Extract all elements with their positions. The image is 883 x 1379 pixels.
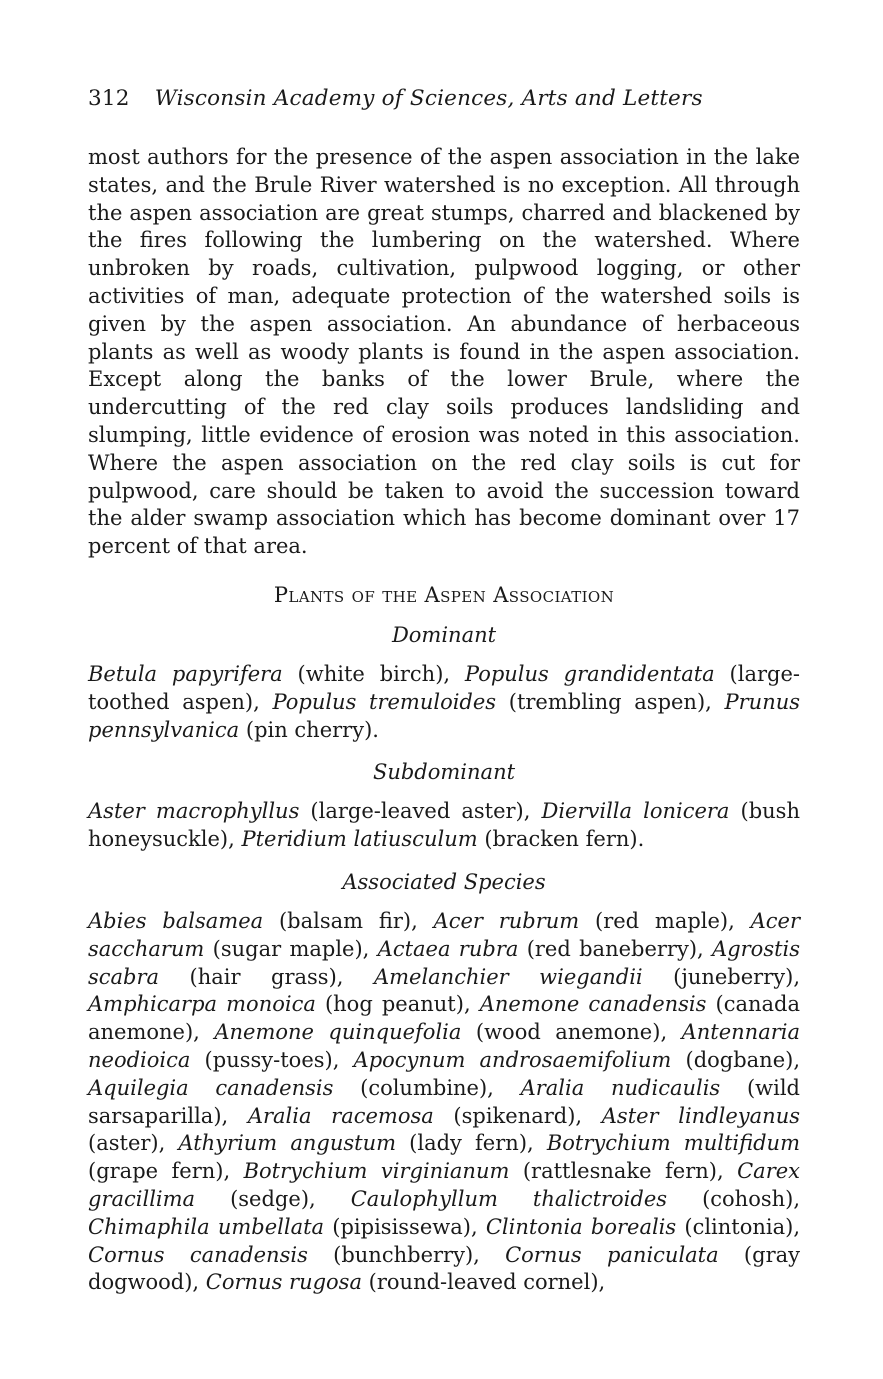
species-entry: Cornus canadensis (bunchberry),	[88, 1242, 506, 1267]
species-common-name: pin cherry	[254, 717, 365, 742]
species-common-name: canada anemone	[88, 992, 801, 1045]
species-list-associated	[88, 908, 800, 1297]
species-common-name: white birch	[305, 661, 436, 686]
species-entry: Botrychium multifidum (grape fern),	[88, 1131, 800, 1184]
species-common-name: wild sarsaparilla	[88, 1075, 800, 1128]
species-common-name: pipisissewa	[340, 1214, 463, 1239]
species-entry: Aralia nudicaulis (wild sarsaparilla),	[88, 1075, 800, 1128]
species-entry: Betula papyrifera (white birch),	[88, 661, 465, 686]
species-entry: Amelanchier wiegandii (juneberry),	[373, 964, 800, 989]
species-common-name: red baneberry	[534, 936, 689, 961]
species-scientific-name: Abies balsamea	[88, 908, 264, 933]
species-scientific-name: Aralia nudicaulis	[520, 1075, 721, 1100]
species-scientific-name: Cornus rugosa	[205, 1270, 362, 1295]
species-common-name: bracken fern	[492, 827, 630, 852]
species-entry: Aquilegia canadensis (columbine),	[88, 1075, 521, 1100]
species-scientific-name: Cornus canadensis	[88, 1242, 308, 1267]
species-common-name: large-leaved aster	[318, 799, 516, 824]
species-entry: Apocynum androsaemifolium (dogbane),	[353, 1047, 801, 1072]
species-scientific-name: Anemone canadensis	[479, 992, 707, 1017]
species-scientific-name: Cornus paniculata	[505, 1242, 719, 1267]
species-scientific-name: Carex gracillima	[88, 1159, 801, 1211]
subheading-associated-species: Associated Species	[342, 869, 546, 894]
species-scientific-name: Botrychium virginianum	[243, 1159, 510, 1184]
species-scientific-name: Chimaphila umbellata	[88, 1214, 325, 1239]
species-common-name: grape fern	[96, 1159, 216, 1184]
species-common-name: dogbane	[693, 1047, 786, 1072]
species-scientific-name: Antennaria neodioica	[88, 1020, 800, 1072]
species-scientific-name: Athyrium angustum	[178, 1131, 397, 1156]
species-entry: Acer rubrum (red maple),	[433, 908, 751, 933]
species-common-name: trembling aspen	[516, 689, 697, 714]
species-entry: Botrychium virginianum (rattlesnake fern),	[243, 1159, 738, 1184]
species-common-name: large-toothed aspen	[88, 661, 800, 714]
species-common-name: balsam fir	[287, 908, 403, 933]
running-header	[88, 84, 800, 114]
species-entry: Caulophyllum thalictroides (cohosh),	[350, 1186, 801, 1211]
species-entry: Populus tremuloides (trembling aspen),	[272, 689, 725, 714]
species-entry: Aralia racemosa (spikenard),	[247, 1103, 602, 1128]
species-scientific-name: Aralia racemosa	[247, 1103, 434, 1128]
species-scientific-name: Populus tremuloides	[272, 689, 497, 714]
species-entry: Amphicarpa monoica (hog peanut),	[88, 992, 480, 1017]
species-scientific-name: Acer saccharum	[88, 908, 800, 961]
species-scientific-name: Botrychium multifidum	[546, 1131, 800, 1156]
species-entry: Abies balsamea (balsam fir),	[88, 908, 434, 933]
species-scientific-name: Prunus pennsylvanica	[88, 689, 801, 742]
species-common-name: rattlesnake fern	[531, 1159, 709, 1184]
species-entry: Antennaria neodioica (pussy-toes),	[88, 1020, 800, 1072]
species-scientific-name: Anemone quinquefolia	[214, 1020, 462, 1045]
species-scientific-name: Clintonia borealis	[485, 1214, 677, 1239]
species-entry: Athyrium angustum (lady fern),	[178, 1131, 547, 1156]
species-common-name: round-leaved cornel	[376, 1270, 591, 1295]
species-entry: Diervilla lonicera (bush honeysuckle),	[88, 799, 800, 852]
species-entry: Cornus rugosa (round-leaved cornel),	[205, 1270, 606, 1295]
species-scientific-name: Aster lindleyanus	[601, 1103, 800, 1128]
species-entry: Anemone canadensis (canada anemone),	[88, 992, 801, 1045]
species-entry: Pteridium latiusculum (bracken fern).	[241, 827, 645, 852]
species-entry: Acer saccharum (sugar maple),	[88, 908, 800, 961]
species-scientific-name: Aquilegia canadensis	[88, 1075, 334, 1100]
page-number: 312	[88, 86, 130, 111]
species-scientific-name: Pteridium latiusculum	[241, 827, 478, 852]
species-common-name: cohosh	[710, 1186, 786, 1211]
section-heading: Plants of the Aspen Association	[273, 582, 615, 607]
species-common-name: clintonia	[692, 1214, 786, 1239]
species-entry: Cornus paniculata (gray dogwood),	[88, 1242, 800, 1295]
intro-paragraph: most authors for the presence of the aspen association in the lake states, and the Brule River watershed is no exception. All through the aspen association are great stumps, charred and blackened by the fires following the lumbering on the watershed. Where unbroken by roads, cultivation, pulpwood logging, or other activities of man, adequate protection of the watershed soils is given by the aspen association. An abundance of herbaceous plants as well as woody plants is found in the aspen association. Except along the banks of the lower Brule, where the undercutting of the red clay soils produces landsliding and slumping, little evidence of erosion was noted in this association. Where the aspen association on the red clay soils is cut for pulpwood, care should be taken to avoid the succession toward the alder swamp association which has become dominant over 17 percent of that area.	[88, 145, 800, 559]
species-common-name: bunchberry	[341, 1242, 465, 1267]
species-entry: Carex gracillima (sedge),	[88, 1159, 801, 1211]
species-list-dominant	[88, 661, 800, 744]
species-common-name: sugar maple	[220, 936, 355, 961]
species-scientific-name: Actaea rubra	[377, 936, 519, 961]
species-scientific-name: Caulophyllum thalictroides	[350, 1186, 668, 1211]
species-common-name: aster	[96, 1131, 151, 1156]
species-entry: Populus grandidentata (large-toothed aspen),	[88, 661, 800, 714]
species-common-name: pussy-toes	[212, 1047, 325, 1072]
species-common-name: lady fern	[417, 1131, 519, 1156]
journal-title: Wisconsin Academy of Sciences, Arts and Letters	[154, 86, 703, 111]
species-scientific-name: Diervilla lonicera	[541, 799, 730, 824]
species-entry: Aster macrophyllus (large-leaved aster),	[88, 799, 542, 824]
species-entry: Anemone quinquefolia (wood anemone),	[214, 1020, 682, 1045]
species-common-name: hog peanut	[333, 992, 456, 1017]
species-entry: Actaea rubra (red baneberry),	[377, 936, 713, 961]
species-common-name: sedge	[238, 1186, 301, 1211]
species-scientific-name: Aster macrophyllus	[88, 799, 300, 824]
species-entry: Prunus pennsylvanica (pin cherry).	[88, 689, 801, 742]
species-common-name: juneberry	[681, 964, 786, 989]
page	[88, 84, 800, 1297]
species-scientific-name: Amphicarpa monoica	[88, 992, 316, 1017]
species-entry: Chimaphila umbellata (pipisissewa),	[88, 1214, 486, 1239]
species-scientific-name: Populus grandidentata	[464, 661, 715, 686]
species-common-name: red maple	[603, 908, 720, 933]
species-entry: Agrostis scabra (hair grass),	[88, 936, 801, 989]
subheading-dominant: Dominant	[391, 622, 497, 647]
species-common-name: bush honeysuckle	[88, 799, 800, 852]
species-scientific-name: Apocynum androsaemifolium	[353, 1047, 672, 1072]
species-scientific-name: Agrostis scabra	[88, 936, 801, 989]
species-scientific-name: Betula papyrifera	[88, 661, 283, 686]
species-scientific-name: Amelanchier wiegandii	[373, 964, 643, 989]
subheading-subdominant: Subdominant	[372, 760, 516, 785]
species-common-name: spikenard	[461, 1103, 568, 1128]
species-common-name: hair grass	[197, 964, 329, 989]
species-common-name: wood anemone	[484, 1020, 653, 1045]
species-common-name: columbine	[368, 1075, 479, 1100]
species-scientific-name: Acer rubrum	[433, 908, 580, 933]
species-list-subdominant	[88, 798, 800, 854]
species-entry: Aster lindleyanus (aster),	[88, 1103, 800, 1156]
species-common-name: gray dogwood	[88, 1242, 800, 1295]
species-entry: Clintonia borealis (clintonia),	[485, 1214, 800, 1239]
